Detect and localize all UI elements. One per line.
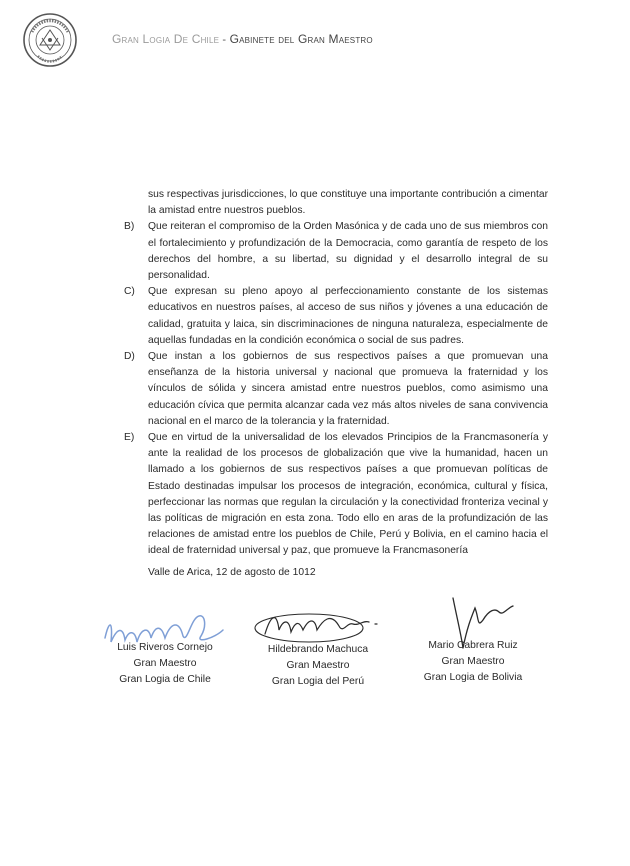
- organization-name: Gran Logia De Chile: [112, 32, 220, 46]
- resolution-text: Que instan a los gobiernos de sus respectivos países a que promuevan una enseñanza de la historia universal y nacional que promueva la fraternidad y los vínculos de sólida y sincera amistad entre nuestros pueblos, como asimismo una educación cívica que permita alcanzar cada vez más altos niveles de sana convivencia nacional en el marco de la tolerancia y la fraternidad.: [148, 351, 548, 427]
- signatory-lodge: Gran Logia de Chile: [119, 674, 211, 685]
- resolution-item: [124, 284, 548, 349]
- signatory-lodge: Gran Logia del Perú: [271, 676, 365, 687]
- resolution-text: Que reiteran el compromiso de la Orden Masónica y de cada uno de sus miembros con el fortalecimiento y profundización de la Democracia, como garantía de respeto de los derechos del hombre, a su libertad, su dignidad y el desarrollo integral de su personalidad.: [148, 221, 548, 282]
- resolution-item: [124, 349, 548, 430]
- resolution-item: [124, 219, 548, 284]
- resolution-letter: E): [124, 432, 135, 444]
- signature-block-bolivia: [398, 588, 548, 686]
- letter-body: [124, 187, 548, 560]
- resolution-text: Que en virtud de la universalidad de los elevados Principios de la Francmasonería y ante la realidad de los procesos de globalización que vive la humanidad, hacen un llamado a los gobiernos de sus respectivos países a que promuevan políticas de Estado destinadas impulsar los procesos de integración, económica, cultural y física, perfeccionar las normas que regulan la circulación y la conectividad fronteriza vecinal y las políticas de migración en esta zona. Todo ello en aras de la profundización de las relaciones de amistad entre los pueblos de Chile, Perú y Bolivia, en el camino hacia el ideal de fraternidad universal y paz, que promueve la Francmasonería: [148, 432, 548, 557]
- resolution-letter: B): [124, 221, 135, 233]
- signatory-title: Gran Maestro: [286, 660, 350, 671]
- place-and-date: Valle de Arica, 12 de agosto de 1012: [148, 567, 316, 578]
- signatory-name: Mario Cabrera Ruiz: [428, 640, 518, 651]
- resolution-list: [124, 219, 548, 559]
- signatory-title: Gran Maestro: [133, 658, 197, 669]
- signature-block-peru: [238, 600, 398, 690]
- signatory-title: Gran Maestro: [441, 656, 505, 667]
- signatory-name: Hildebrando Machuca: [267, 644, 369, 655]
- intro-paragraph: sus respectivas jurisdicciones, lo que constituye una importante contribución a cimentar la amistad entre nuestros pueblos.: [148, 189, 548, 217]
- signature-block-chile: [90, 608, 240, 688]
- resolution-item: [124, 430, 548, 560]
- lodge-seal-icon: [22, 12, 78, 68]
- signatory-name: Luis Riveros Cornejo: [117, 642, 213, 653]
- office-name: Gabinete del Gran Maestro: [229, 32, 373, 46]
- letterhead-title: [112, 32, 373, 46]
- resolution-letter: C): [124, 286, 135, 298]
- letterhead: [22, 12, 622, 72]
- signatory-lodge: Gran Logia de Bolivia: [423, 672, 523, 683]
- header-separator: -: [219, 34, 230, 46]
- resolution-text: Que expresan su pleno apoyo al perfeccionamiento constante de los sistemas educativos en nuestros países, al acceso de sus niños y jóvenes a una educación de calidad, gratuita y laica, sin discriminaciones de ninguna naturaleza, especialmente de aquellas fundadas en la condición económica o social de sus padres.: [148, 286, 548, 346]
- resolution-letter: D): [124, 351, 135, 363]
